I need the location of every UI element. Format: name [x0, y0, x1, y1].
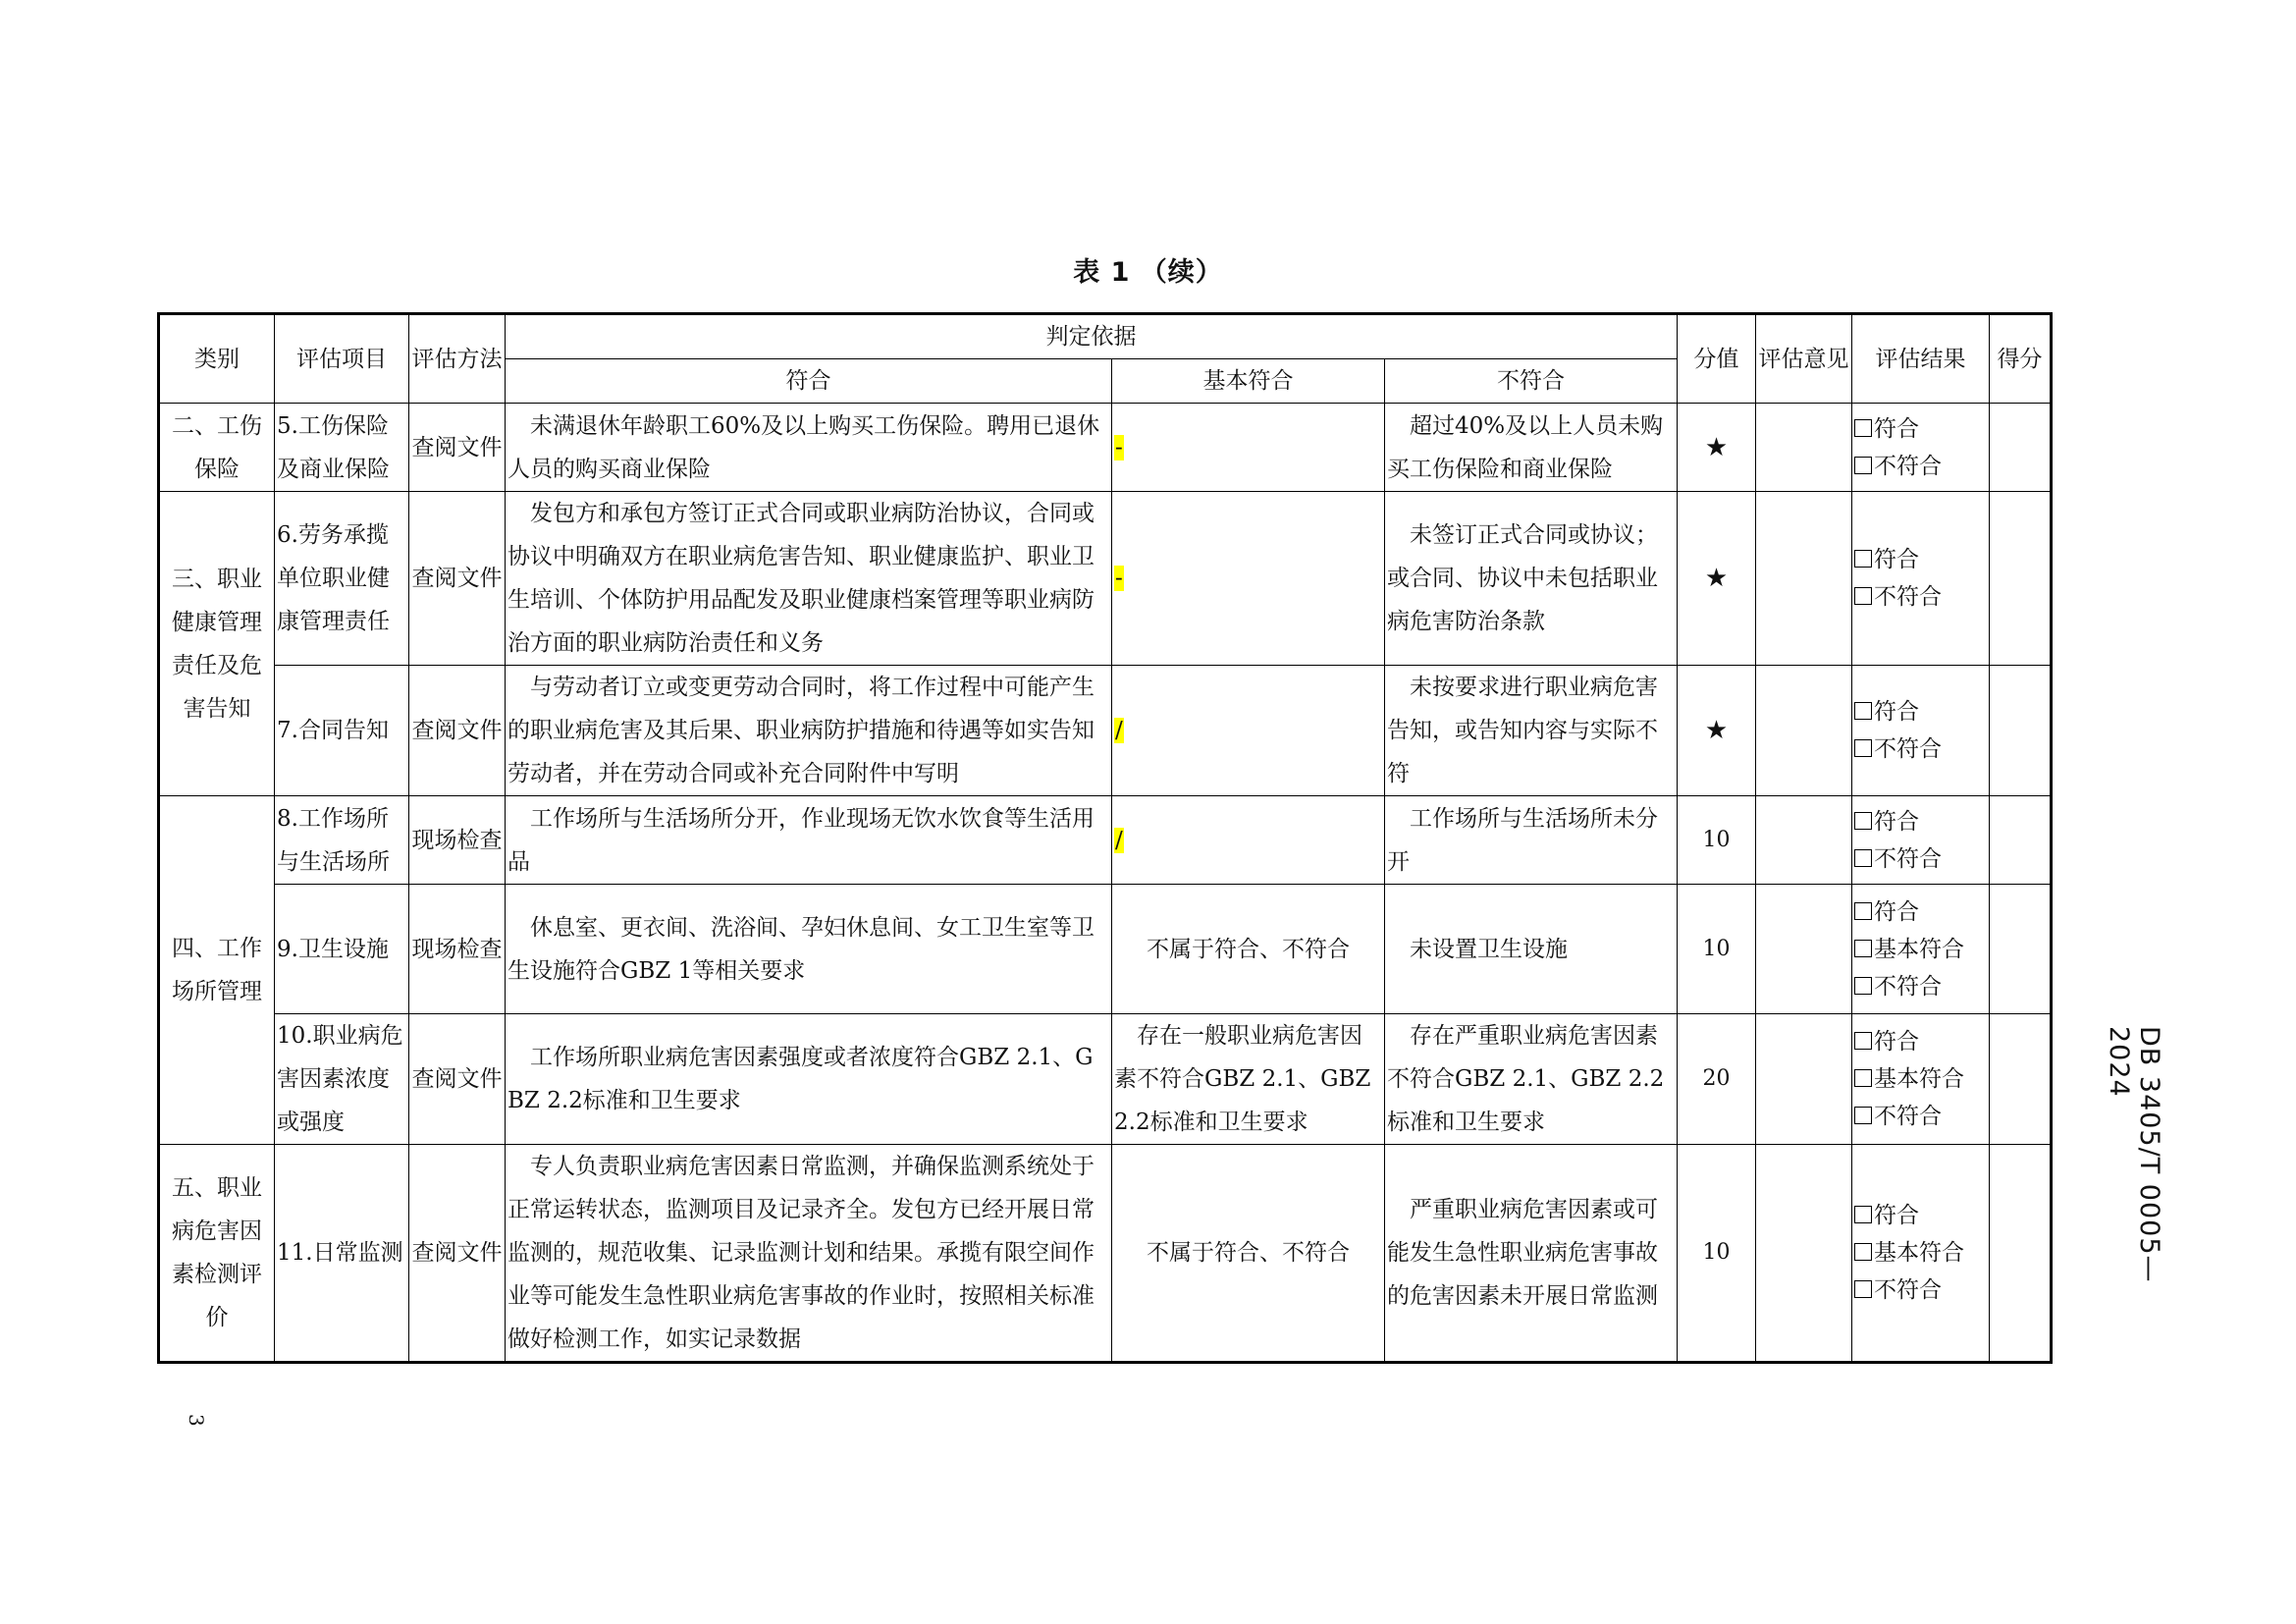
category-cell: 四、工作场所管理: [159, 796, 275, 1145]
table-title: 表 1 （续）: [1073, 257, 1223, 288]
checkbox-icon[interactable]: [1854, 457, 1872, 474]
non-conform-cell: 未签订正式合同或协议；或合同、协议中未包括职业病危害防治条款: [1385, 492, 1678, 666]
star-icon: ★: [1678, 492, 1756, 666]
option-conform[interactable]: 符合: [1854, 1023, 1987, 1060]
score-cell: 10: [1678, 1145, 1756, 1363]
checkbox-icon[interactable]: [1854, 849, 1872, 867]
header-basic-conform: 基本符合: [1112, 359, 1385, 404]
checkbox-icon[interactable]: [1854, 1069, 1872, 1087]
header-opinion: 评估意见: [1756, 314, 1852, 404]
conform-cell: 休息室、更衣间、洗浴间、孕妇休息间、女工卫生室等卫生设施符合GBZ 1等相关要求: [506, 885, 1112, 1014]
conform-cell: 发包方和承包方签订正式合同或职业病防治协议，合同或协议中明确双方在职业病危害告知、职业健康监护、职业卫生培训、个体防护用品配发及职业健康档案管理等职业病防治方面的职业病防治责任和义务: [506, 492, 1112, 666]
option-basic-conform[interactable]: 基本符合: [1854, 1060, 1987, 1098]
checkbox-icon[interactable]: [1854, 1107, 1872, 1124]
result-cell: [1852, 404, 1990, 492]
basic-cell: 不属于符合、不符合: [1112, 885, 1385, 1014]
checkbox-icon[interactable]: [1854, 587, 1872, 605]
category-cell: 二、工伤保险: [159, 404, 275, 492]
header-result: 评估结果: [1852, 314, 1990, 404]
method-cell: 查阅文件: [409, 1014, 506, 1145]
opinion-cell[interactable]: [1756, 885, 1852, 1014]
checkbox-icon[interactable]: [1854, 550, 1872, 568]
basic-cell: [1112, 404, 1385, 492]
header-row: [159, 314, 2052, 359]
checkbox-icon[interactable]: [1854, 419, 1872, 437]
option-non-conform[interactable]: 不符合: [1854, 731, 1987, 768]
checkbox-icon[interactable]: [1854, 1206, 1872, 1223]
score-cell: 10: [1678, 796, 1756, 885]
option-conform[interactable]: 符合: [1854, 693, 1987, 731]
non-conform-cell: 存在严重职业病危害因素不符合GBZ 2.1、GBZ 2.2标准和卫生要求: [1385, 1014, 1678, 1145]
score-cell: 20: [1678, 1014, 1756, 1145]
checkbox-icon[interactable]: [1854, 1243, 1872, 1261]
star-icon: ★: [1678, 404, 1756, 492]
option-basic-conform[interactable]: 基本符合: [1854, 1234, 1987, 1272]
basic-cell: [1112, 666, 1385, 796]
option-non-conform[interactable]: 不符合: [1854, 1098, 1987, 1135]
item-cell: 6.劳务承揽单位职业健康管理责任: [275, 492, 409, 666]
result-cell: [1852, 1014, 1990, 1145]
result-cell: [1852, 492, 1990, 666]
checkbox-icon[interactable]: [1854, 812, 1872, 830]
assessment-table: [157, 312, 2053, 1364]
item-cell: 7.合同告知: [275, 666, 409, 796]
basic-mark: -: [1115, 434, 1123, 460]
points-cell[interactable]: [1990, 492, 2052, 666]
option-conform[interactable]: 符合: [1854, 541, 1987, 578]
basic-mark: -: [1115, 566, 1123, 591]
option-non-conform[interactable]: 不符合: [1854, 578, 1987, 616]
header-method: 评估方法: [409, 314, 506, 404]
result-cell: [1852, 796, 1990, 885]
opinion-cell[interactable]: [1756, 404, 1852, 492]
method-cell: 现场检查: [409, 885, 506, 1014]
conform-cell: 专人负责职业病危害因素日常监测，并确保监测系统处于正常运转状态，监测项目及记录齐全。发包方已经开展日常监测的，规范收集、记录监测计划和结果。承揽有限空间作业等可能发生急性职业病危害事故的作业时，按照相关标准做好检测工作，如实记录数据: [506, 1145, 1112, 1363]
opinion-cell[interactable]: [1756, 1014, 1852, 1145]
basic-cell: [1112, 796, 1385, 885]
checkbox-icon[interactable]: [1854, 1280, 1872, 1298]
option-conform[interactable]: 符合: [1854, 893, 1987, 931]
checkbox-icon[interactable]: [1854, 1032, 1872, 1050]
option-non-conform[interactable]: 不符合: [1854, 968, 1987, 1005]
checkbox-icon[interactable]: [1854, 739, 1872, 757]
conform-cell: 未满退休年龄职工60%及以上购买工伤保险。聘用已退休人员的购买商业保险: [506, 404, 1112, 492]
non-conform-cell: 严重职业病危害因素或可能发生急性职业病危害事故的危害因素未开展日常监测: [1385, 1145, 1678, 1363]
method-cell: 查阅文件: [409, 404, 506, 492]
opinion-cell[interactable]: [1756, 666, 1852, 796]
points-cell[interactable]: [1990, 666, 2052, 796]
table-row: [159, 404, 2052, 492]
checkbox-icon[interactable]: [1854, 940, 1872, 957]
header-basis: 判定依据: [506, 314, 1678, 359]
option-non-conform[interactable]: 不符合: [1854, 840, 1987, 878]
header-points: 得分: [1990, 314, 2052, 404]
category-cell: 五、职业病危害因素检测评价: [159, 1145, 275, 1363]
opinion-cell[interactable]: [1756, 492, 1852, 666]
item-cell: 5.工伤保险及商业保险: [275, 404, 409, 492]
item-cell: 8.工作场所与生活场所: [275, 796, 409, 885]
option-conform[interactable]: 符合: [1854, 803, 1987, 840]
basic-cell: 不属于符合、不符合: [1112, 1145, 1385, 1363]
points-cell[interactable]: [1990, 885, 2052, 1014]
opinion-cell[interactable]: [1756, 796, 1852, 885]
checkbox-icon[interactable]: [1854, 702, 1872, 720]
item-cell: 11.日常监测: [275, 1145, 409, 1363]
opinion-cell[interactable]: [1756, 1145, 1852, 1363]
result-cell: [1852, 666, 1990, 796]
table-row: [159, 492, 2052, 666]
checkbox-icon[interactable]: [1854, 977, 1872, 995]
result-cell: [1852, 1145, 1990, 1363]
table-row: [159, 1014, 2052, 1145]
category-cell: 三、职业健康管理责任及危害告知: [159, 492, 275, 796]
basic-cell: [1112, 492, 1385, 666]
table-row: [159, 885, 2052, 1014]
document-code: DB 3405/T 0005—2024: [2104, 1026, 2164, 1283]
header-score: 分值: [1678, 314, 1756, 404]
header-conform: 符合: [506, 359, 1112, 404]
option-non-conform[interactable]: 不符合: [1854, 1272, 1987, 1309]
conform-cell: 与劳动者订立或变更劳动合同时，将工作过程中可能产生的职业病危害及其后果、职业病防护措施和待遇等如实告知劳动者，并在劳动合同或补充合同附件中写明: [506, 666, 1112, 796]
result-cell: [1852, 885, 1990, 1014]
header-non-conform: 不符合: [1385, 359, 1678, 404]
checkbox-icon[interactable]: [1854, 902, 1872, 920]
conform-cell: 工作场所与生活场所分开，作业现场无饮水饮食等生活用品: [506, 796, 1112, 885]
points-cell[interactable]: [1990, 404, 2052, 492]
item-cell: 10.职业病危害因素浓度或强度: [275, 1014, 409, 1145]
method-cell: 现场检查: [409, 796, 506, 885]
option-conform[interactable]: 符合: [1854, 410, 1987, 448]
option-non-conform[interactable]: 不符合: [1854, 448, 1987, 485]
basic-cell: 存在一般职业病危害因素不符合GBZ 2.1、GBZ 2.2标准和卫生要求: [1112, 1014, 1385, 1145]
conform-cell: 工作场所职业病危害因素强度或者浓度符合GBZ 2.1、GBZ 2.2标准和卫生要求: [506, 1014, 1112, 1145]
table-row: [159, 1145, 2052, 1363]
basic-mark: /: [1115, 718, 1123, 743]
star-icon: ★: [1678, 666, 1756, 796]
method-cell: 查阅文件: [409, 666, 506, 796]
points-cell[interactable]: [1990, 796, 2052, 885]
non-conform-cell: 未设置卫生设施: [1385, 885, 1678, 1014]
method-cell: 查阅文件: [409, 1145, 506, 1363]
table-row: [159, 666, 2052, 796]
points-cell[interactable]: [1990, 1014, 2052, 1145]
page-number: 3: [185, 1414, 208, 1427]
method-cell: 查阅文件: [409, 492, 506, 666]
header-item: 评估项目: [275, 314, 409, 404]
header-category: 类别: [159, 314, 275, 404]
option-basic-conform[interactable]: 基本符合: [1854, 931, 1987, 968]
non-conform-cell: 超过40%及以上人员未购买工伤保险和商业保险: [1385, 404, 1678, 492]
non-conform-cell: 未按要求进行职业病危害告知，或告知内容与实际不符: [1385, 666, 1678, 796]
item-cell: 9.卫生设施: [275, 885, 409, 1014]
basic-mark: /: [1115, 827, 1123, 853]
non-conform-cell: 工作场所与生活场所未分开: [1385, 796, 1678, 885]
score-cell: 10: [1678, 885, 1756, 1014]
table-row: [159, 796, 2052, 885]
points-cell[interactable]: [1990, 1145, 2052, 1363]
option-conform[interactable]: 符合: [1854, 1197, 1987, 1234]
